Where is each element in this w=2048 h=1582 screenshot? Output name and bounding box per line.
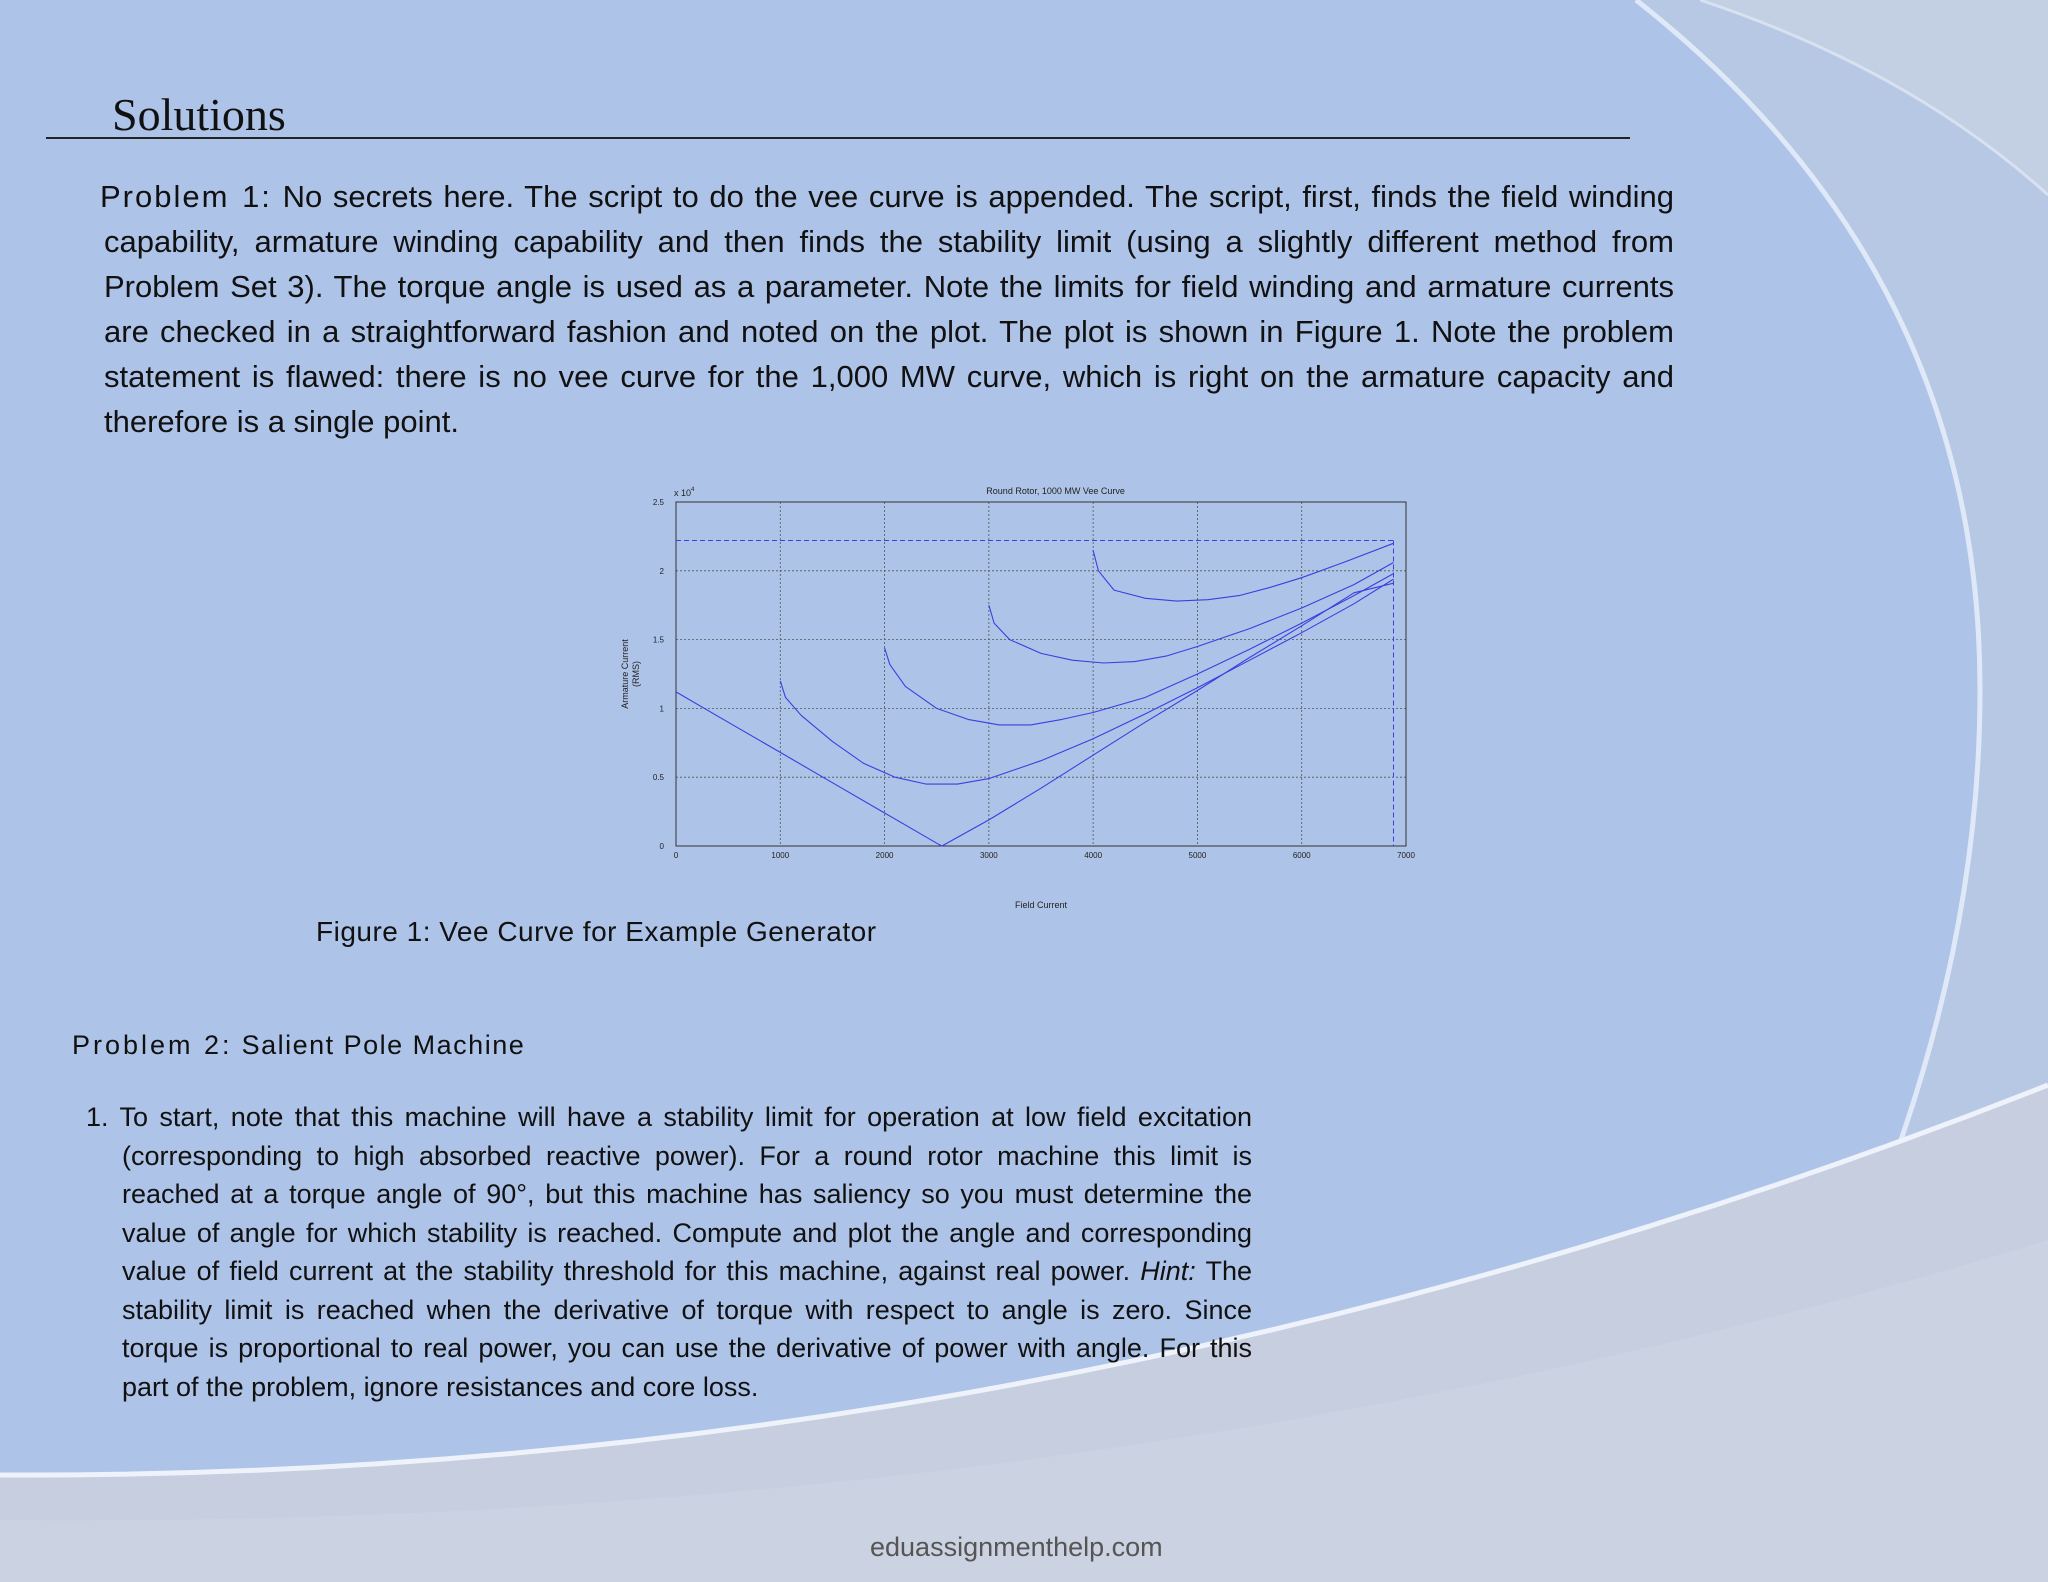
x-tick-label: 4000 <box>1084 851 1103 860</box>
vee-curve-line-4 <box>989 563 1394 664</box>
vee-curve-line-5 <box>1093 543 1393 601</box>
y-tick-label: 0 <box>659 842 664 851</box>
x-tick-label: 0 <box>673 851 679 860</box>
y-multiplier-exponent: 4 <box>691 487 695 493</box>
item-number: 1. <box>86 1102 109 1132</box>
hint-label: Hint: <box>1140 1256 1196 1286</box>
y-tick-label: 1.5 <box>652 635 664 645</box>
x-tick-label: 5000 <box>1188 851 1207 860</box>
series-group <box>676 543 1394 846</box>
vee-curve-line-1 <box>676 583 1394 846</box>
title-underline <box>46 137 1630 139</box>
vee-curve-plot <box>612 478 1442 918</box>
item-text-main: To start, note that this machine will have a stability limit for operation at low field excitation (corresponding to high absorbed reactive power). For a round rotor machine this limit is reached at a torque angle of 90°, but this machine has saliency so you must determine the value of angle for which stability is reached. Compute and plot the angle and corresponding value of field current at the stability threshold for this machine, against real power. <box>119 1102 1252 1286</box>
problem-1-paragraph <box>100 174 1674 444</box>
problem-2-heading <box>72 1030 525 1061</box>
chart-title: Round Rotor, 1000 MW Vee Curve <box>986 486 1125 496</box>
problem-1-label: Problem 1: <box>100 179 272 214</box>
x-axis-label: Field Current <box>1014 900 1068 910</box>
x-tick-label: 3000 <box>979 851 998 860</box>
footer-website: eduassignmenthelp.com <box>870 1532 1163 1562</box>
axes-frame <box>676 502 1406 846</box>
y-axis-label-line1: Armature Current <box>620 639 630 709</box>
y-tick-label: 2 <box>659 566 664 576</box>
problem-2-item-1 <box>86 1098 1252 1406</box>
problem-1-text: No secrets here. The script to do the vee curve is appended. The script, first, finds the field winding capability, armature winding capability and then finds the stability limit (using a slightly different method from Problem Set 3). The torque angle is used as a parameter. Note the limits for field winding and armature currents are checked in a straightforward fashion and noted on the plot. The plot is shown in Figure 1. Note the problem statement is flawed: there is no vee curve for the 1,000 MW curve, which is right on the armature capacity and therefore is a single point. <box>104 179 1674 439</box>
y-axis-label-line2: (RMS) <box>631 661 641 687</box>
x-tick-label: 7000 <box>1397 851 1415 860</box>
x-tick-label: 1000 <box>771 851 790 860</box>
grid-lines <box>676 502 1406 846</box>
y-tick-label: 0.5 <box>652 773 664 783</box>
tick-labels <box>653 498 1416 860</box>
figure-caption: Figure 1: Vee Curve for Example Generator <box>316 916 877 947</box>
x-tick-label: 2000 <box>875 851 894 860</box>
item-text-hint: The stability limit is reached when the derivative of torque with respect to angle is zero. Since torque is proportional to real power, you can use the derivative of power with angle. For this part of the problem, ignore resistances and core loss. <box>122 1256 1252 1402</box>
problem-2-label: Problem 2: <box>72 1030 233 1060</box>
slide-title: Solutions <box>112 89 286 140</box>
vee-curve-chart <box>612 478 1442 918</box>
problem-2-title: Salient Pole Machine <box>241 1030 526 1060</box>
y-multiplier-base: x 10 <box>674 488 692 498</box>
y-tick-label: 1 <box>659 704 664 714</box>
vee-curve-line-2 <box>780 579 1393 784</box>
x-tick-label: 6000 <box>1292 851 1311 860</box>
y-tick-label: 2.5 <box>652 498 664 507</box>
y-axis-multiplier <box>674 487 695 498</box>
